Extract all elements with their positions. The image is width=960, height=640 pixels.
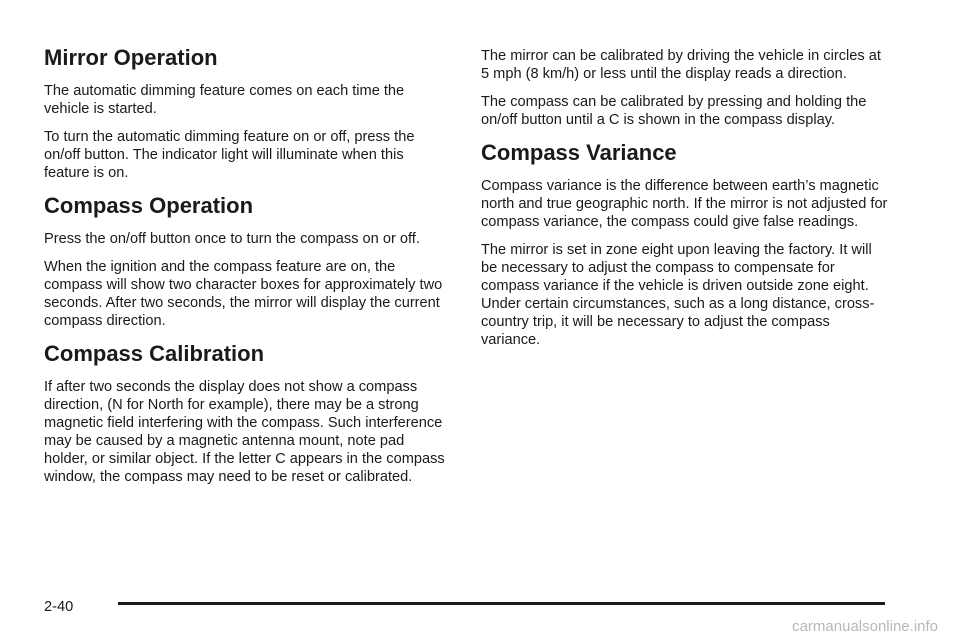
- watermark-text: carmanualsonline.info: [792, 618, 938, 635]
- left-column: [44, 40, 452, 496]
- body-paragraph: Press the on/off button once to turn the compass on or off.: [44, 231, 420, 247]
- compass-variance-section: [481, 139, 889, 349]
- calibration-continued-section: [481, 47, 889, 129]
- mirror-operation-section: [44, 44, 452, 182]
- body-paragraph: Compass variance is the difference between earth’s magnetic north and true geographic north. If the mirror is not adjusted for compass variance, the compass could give false readings.: [481, 178, 888, 230]
- body-paragraph: The compass can be calibrated by pressing and holding the on/off button until a C is shown in the compass display.: [481, 94, 867, 128]
- body-paragraph: To turn the automatic dimming feature on or off, press the on/off button. The indicator light will illuminate when this feature is on.: [44, 129, 415, 181]
- page-number: 2-40: [44, 599, 74, 615]
- footer-rule: [118, 602, 885, 605]
- body-paragraph: The mirror is set in zone eight upon leaving the factory. It will be necessary to adjust the compass to compensate for compass variance if the vehicle is driven outside zone eight. Under certain circumstances, such as a long distance, cross-country trip, it will be necessary to adjust the compass variance.: [481, 242, 875, 348]
- compass-calibration-section: [44, 340, 452, 486]
- compass-calibration-heading: Compass Calibration: [44, 341, 265, 366]
- body-paragraph: The automatic dimming feature comes on each time the vehicle is started.: [44, 83, 405, 117]
- mirror-operation-heading: Mirror Operation: [44, 45, 218, 70]
- body-paragraph: When the ignition and the compass feature are on, the compass will show two character boxes for approximately two seconds. After two seconds, the mirror will display the current compass direction.: [44, 259, 443, 329]
- compass-operation-section: [44, 192, 452, 330]
- right-column: [481, 40, 889, 359]
- body-paragraph: If after two seconds the display does not show a compass direction, (N for North for example), there may be a strong magnetic field interfering with the compass. Such interference may be caused by a magnetic antenna mount, note pad holder, or similar object. If the letter C appears in the compass window, the compass may need to be reset or calibrated.: [44, 379, 445, 485]
- body-paragraph: The mirror can be calibrated by driving the vehicle in circles at 5 mph (8 km/h) or less until the display reads a direction.: [481, 48, 881, 82]
- compass-variance-heading: Compass Variance: [481, 140, 677, 165]
- compass-operation-heading: Compass Operation: [44, 193, 254, 218]
